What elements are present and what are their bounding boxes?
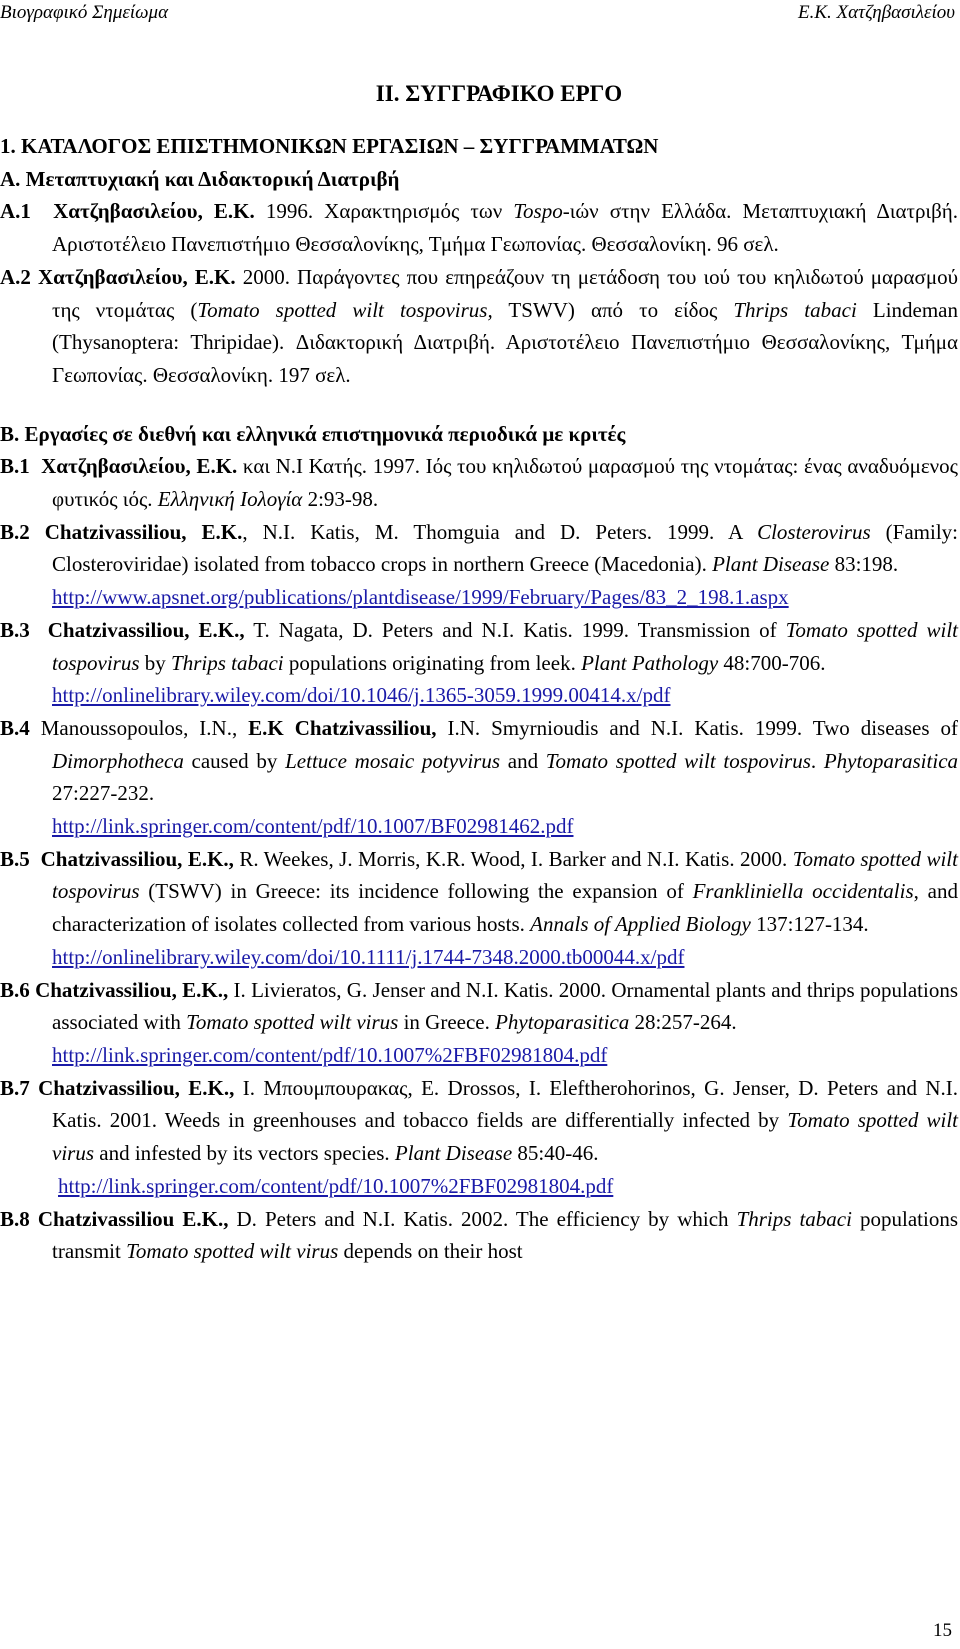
entry-text: TSWV) από το είδος — [492, 297, 734, 322]
entry-italic: Tomato spotted wilt tospovirus, — [197, 297, 493, 322]
entry-label: B.6 — [0, 977, 30, 1002]
entry-author: Chatzivassiliou, E.K., — [47, 617, 245, 642]
entry-label: B.5 — [0, 846, 30, 871]
entry-text: D. Peters and N.I. Katis. 2002. The efficiency by which — [228, 1206, 737, 1231]
entry-link[interactable]: http://link.springer.com/content/pdf/10.1007%2FBF02981804.pdf — [52, 1042, 608, 1067]
entry-link[interactable]: http://www.apsnet.org/publications/plantdisease/1999/February/Pages/83_2_198.1.aspx — [52, 585, 789, 610]
entry-italic: Thrips tabaci — [736, 1206, 852, 1231]
entry-italic: Tomato spotted wilt virus — [126, 1239, 339, 1264]
list-heading: 1. ΚΑΤΑΛΟΓΟΣ ΕΠΙΣΤΗΜΟΝΙΚΩΝ ΕΡΓΑΣΙΩΝ – ΣΥΓΓΡΑΜΜΑΤΩΝ — [0, 134, 659, 158]
entry-a1 — [0, 195, 958, 260]
entry-link[interactable]: http://link.springer.com/content/pdf/10.1007/BF02981462.pdf — [52, 814, 574, 839]
entry-italic: Thrips tabaci — [733, 297, 857, 322]
entry-b1 — [0, 450, 958, 515]
entry-text: Manoussopoulos, I.N., — [29, 715, 249, 740]
entry-text: και Ν.Ι Κατής. 1997. Ιός του κηλιδωτού μαρασμού της ντομάτας: ένας αναδυόμενος φυτικός ιός. — [52, 454, 958, 512]
entry-b8 — [0, 1203, 958, 1268]
entry-text: 1996. Χαρακτηρισμός των — [254, 199, 514, 224]
entry-label: B.3 — [0, 617, 30, 642]
section-title: ΙΙ. ΣΥΓΓΡΑΦΙΚΟ ΕΡΓΟ — [375, 81, 623, 106]
entry-italic: Lettuce mosaic potyvirus — [285, 748, 501, 773]
running-header-right: Ε.Κ. Χατζηβασιλείου — [797, 2, 955, 23]
entry-text: 85:40-46. — [512, 1141, 599, 1166]
entry-text: depends on their host — [338, 1239, 523, 1264]
entry-label: Α.1 — [0, 199, 31, 224]
entry-author: Χατζηβασιλείου, Ε.Κ. — [53, 199, 255, 224]
entry-text: populations transmit — [52, 1206, 958, 1264]
entry-label: B.2 — [0, 519, 30, 544]
entry-label: B.4 — [0, 715, 30, 740]
entry-text: I.N. Smyrnioudis and N.I. Katis. 1999. Two diseases of — [436, 715, 958, 740]
subheading-b: Β. Εργασίες σε διεθνή και ελληνικά επιστημονικά περιοδικά με κριτές — [0, 421, 626, 446]
entry-text: -ιών στην Ελλάδα. Μεταπτυχιακή Διατριβή. Αριστοτέλειο Πανεπιστήμιο Θεσσαλονίκης, Τμήμα Γεωπονίας. Θεσσαλονίκη. 96 σελ. — [52, 199, 958, 257]
entry-author: Chatzivassiliou, E.K., — [38, 1075, 235, 1100]
entry-italic: Tospo — [513, 199, 563, 224]
entry-author: Χατζηβασιλείου, Ε.Κ. — [41, 454, 238, 479]
entry-text: 28:257-264. — [629, 1010, 737, 1035]
entry-text: I. Livieratos, G. Jenser and N.I. Katis. 2000. Ornamental plants and thrips populations associated with — [52, 977, 958, 1035]
entry-italic: Phytoparasitica — [823, 748, 959, 773]
entry-b3 — [0, 614, 958, 712]
entry-italic: Thrips tabaci — [171, 650, 284, 675]
entry-italic: Annals of Applied Biology — [530, 912, 751, 937]
entry-text: 2000. Παράγοντες που επηρεάζουν τη μετάδοση του ιού του κηλιδωτού μαρασμού της ντομάτας ( — [52, 264, 959, 322]
entry-text: I. Μπουμπουρακας, E. Drossos, I. Eleftherohorinos, G. Jenser, D. Peters and N.I. Katis. 2001. Weeds in greenhouses and tobacco fields are differentially infected by — [52, 1075, 959, 1133]
entry-italic: Tomato spotted wilt virus — [186, 1010, 399, 1035]
entry-italic: Ελληνική Ιολογία — [157, 487, 303, 512]
entry-text: R. Weekes, J. Morris, K.R. Wood, I. Barker and N.I. Katis. 2000. — [233, 846, 793, 871]
entry-italic: Phytoparasitica — [495, 1010, 630, 1035]
page-number: 15 — [933, 1620, 952, 1641]
entry-text: caused by — [183, 748, 286, 773]
entry-text: in Greece. — [398, 1010, 496, 1035]
entry-b7 — [0, 1072, 958, 1203]
entry-author: Chatzivassiliou E.K., — [37, 1206, 229, 1231]
entry-label: Β.1 — [0, 454, 30, 479]
entry-b5 — [0, 843, 958, 974]
entry-text: 2:93-98. — [302, 487, 379, 512]
entry-italic: Plant Disease — [712, 552, 830, 577]
entry-author: Chatzivassiliou, E.K., — [35, 977, 229, 1002]
entry-text: (Family: Closteroviridae) isolated from tobacco crops in northern Greece (Macedonia). — [52, 519, 958, 577]
entry-link[interactable]: http://link.springer.com/content/pdf/10.1007%2FBF02981804.pdf — [58, 1173, 614, 1198]
entry-text: 48:700-706. — [718, 650, 826, 675]
entry-author: Chatzivassiliou, E.K. — [44, 519, 243, 544]
entry-italic: Tomato spotted wilt tospovirus — [52, 617, 958, 675]
entry-link[interactable]: http://onlinelibrary.wiley.com/doi/10.1111/j.1744-7348.2000.tb00044.x/pdf — [52, 944, 685, 969]
entry-text: 83:198. — [829, 552, 899, 577]
entry-italic: Tomato spotted wilt tospovirus — [545, 748, 811, 773]
entry-text: and — [500, 748, 546, 773]
entry-b4 — [0, 712, 958, 843]
entry-link[interactable]: http://onlinelibrary.wiley.com/doi/10.1046/j.1365-3059.1999.00414.x/pdf — [52, 683, 671, 708]
entry-text: 27:227-232. — [52, 781, 155, 806]
entry-label: B.7 — [0, 1075, 30, 1100]
entry-text: and infested by its vectors species. — [94, 1141, 395, 1166]
entry-b6 — [0, 974, 958, 1072]
entry-text: , N.I. Katis, M. Thomguia and D. Peters. 1999. A — [242, 519, 758, 544]
entry-text: Lindeman (Thysanoptera: Thripidae). Διδακτορική Διατριβή. Αριστοτέλειο Πανεπιστήμιο Θεσσαλονίκης, Τμήμα Γεωπονίας. Θεσσαλονίκη. 197 σελ. — [52, 297, 959, 387]
entry-text: by — [139, 650, 172, 675]
entry-italic: Plant Disease — [394, 1141, 513, 1166]
entry-italic: Dimorphotheca — [52, 748, 184, 773]
subheading-a: Α. Μεταπτυχιακή και Διδακτορική Διατριβή — [0, 166, 400, 191]
entry-italic: Closterovirus — [757, 519, 871, 544]
running-header-left: Βιογραφικό Σημείωμα — [0, 2, 169, 23]
entry-label: B.8 — [0, 1206, 30, 1231]
entry-text: (TSWV) in Greece: its incidence following the expansion of — [139, 879, 693, 904]
entry-italic: Tomato spotted wilt virus — [52, 1108, 958, 1166]
entry-author: Chatzivassiliou, E.K., — [40, 846, 234, 871]
entry-a2 — [0, 261, 958, 392]
entry-label: Α.2 — [0, 264, 31, 289]
entry-italic: Frankliniella occidentalis — [692, 879, 914, 904]
page-content — [0, 78, 958, 1268]
entry-author: Χατζηβασιλείου, Ε.Κ. — [38, 264, 236, 289]
entry-italic: Plant Pathology — [581, 650, 719, 675]
entry-text: populations originating from leek. — [283, 650, 582, 675]
entry-text: 137:127-134. — [750, 912, 869, 937]
entry-text: . — [810, 748, 824, 773]
entry-italic: Tomato spotted wilt tospovirus — [52, 846, 958, 904]
entry-text: T. Nagata, D. Peters and N.I. Katis. 1999. Transmission of — [244, 617, 786, 642]
entry-text: , and characterization of isolates collected from various hosts. — [52, 879, 958, 937]
entry-author: E.K Chatzivassiliou, — [248, 715, 437, 740]
entry-b2 — [0, 516, 958, 614]
